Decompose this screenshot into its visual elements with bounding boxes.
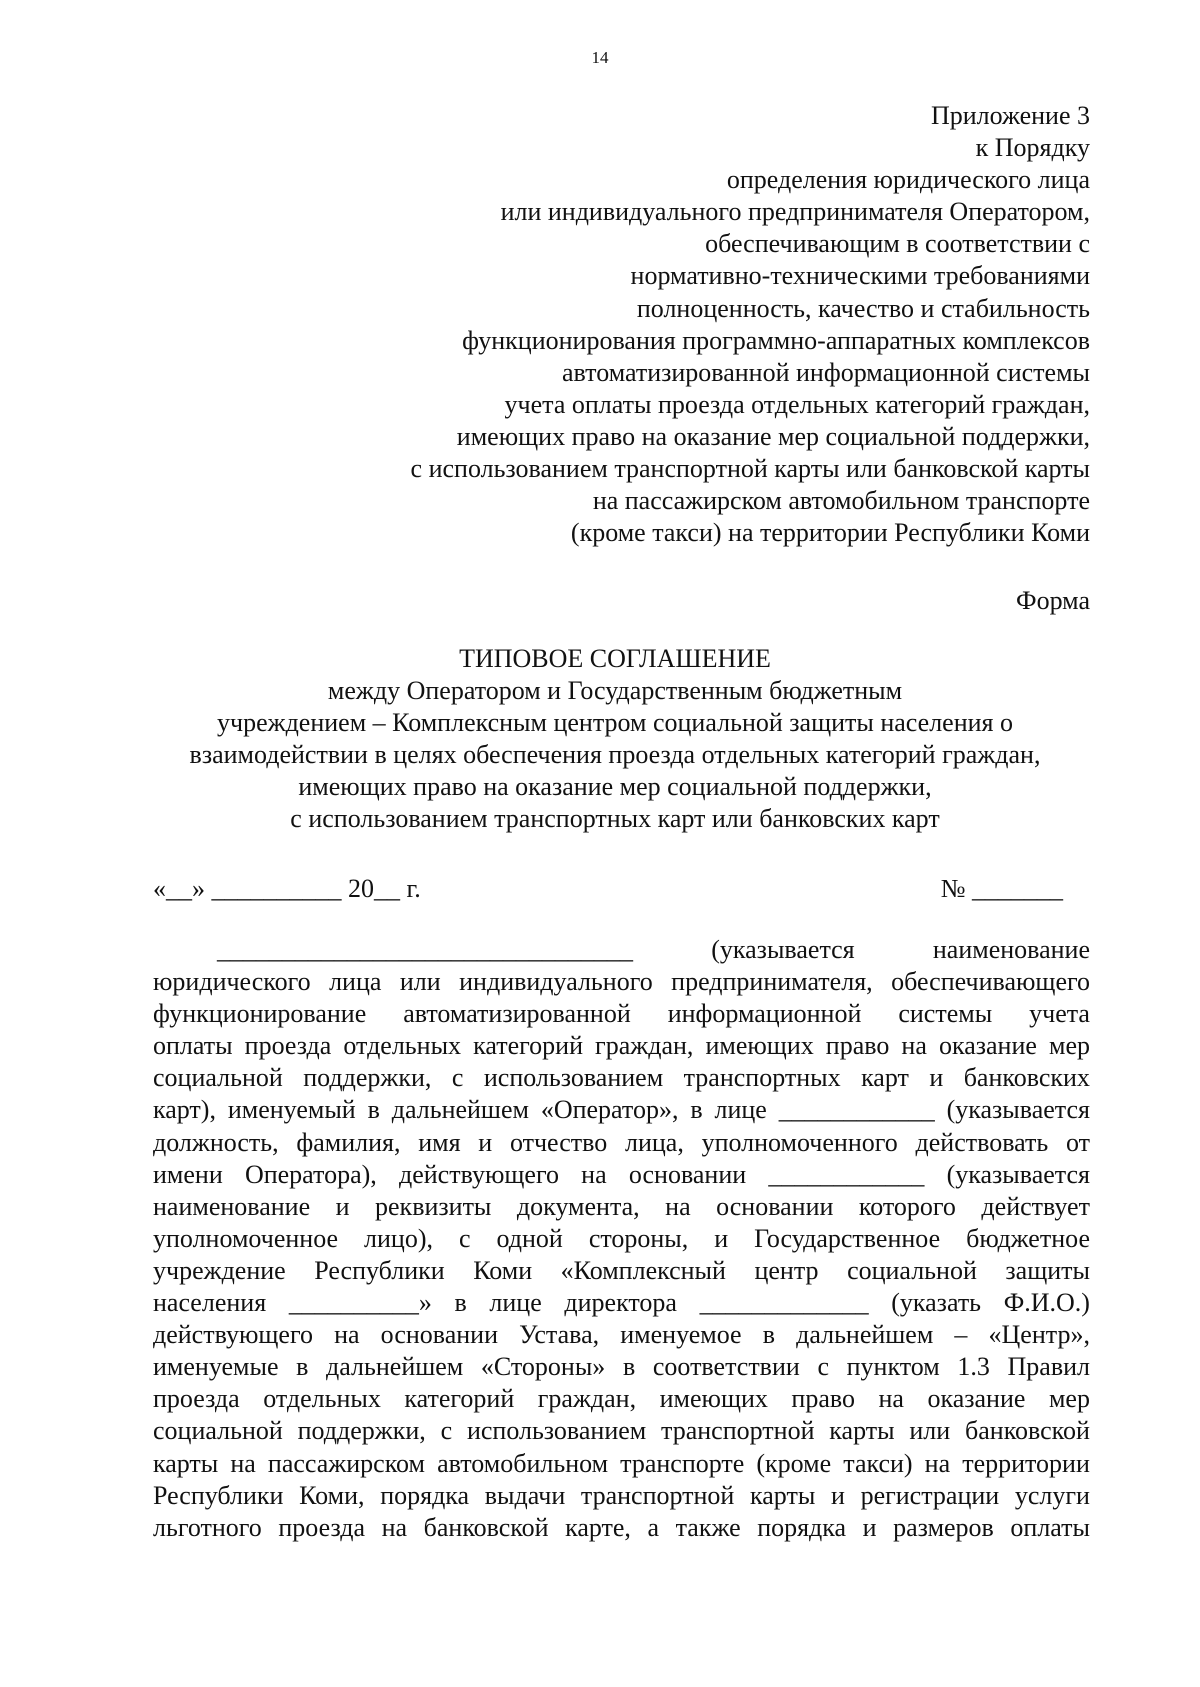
- body-word: предпринимателя,: [671, 967, 873, 997]
- title-line: имеющих право на оказание мер социальной поддержки,: [298, 772, 932, 801]
- body-word: с: [451, 1063, 464, 1093]
- appendix-line: учета оплаты проезда отдельных категорий граждан,: [504, 389, 1090, 419]
- body-word: фамилия,: [296, 1127, 401, 1157]
- body-word: отдельных: [263, 1384, 381, 1414]
- body-word: порядка: [757, 1512, 847, 1542]
- body-word: стороны,: [588, 1223, 689, 1253]
- body-word: соответствии: [652, 1352, 800, 1382]
- body-word: действующего: [153, 1320, 313, 1350]
- body-word: категорий: [404, 1384, 515, 1414]
- body-word: имя: [418, 1127, 461, 1157]
- body-line: [153, 1480, 1090, 1512]
- body-word: учета: [1029, 999, 1090, 1029]
- body-word: одной: [496, 1223, 563, 1253]
- body-word: лица: [329, 967, 382, 997]
- body-word: территории: [962, 1448, 1090, 1478]
- body-word: действовать: [915, 1127, 1049, 1157]
- body-line: [153, 1159, 1090, 1191]
- body-word: реквизиты: [375, 1191, 492, 1221]
- body-word: центр: [754, 1255, 819, 1285]
- body-word: транспорте: [620, 1448, 745, 1478]
- body-word: в: [367, 1095, 380, 1125]
- body-word: или: [909, 1416, 951, 1446]
- appendix-line: (кроме такси) на территории Республики Коми: [570, 518, 1090, 548]
- body-line: [153, 1223, 1090, 1255]
- body-word: поддержки,: [303, 1063, 432, 1093]
- body-word: карт: [861, 1063, 909, 1093]
- body-word: (указывается: [946, 1095, 1090, 1125]
- body-word: Ф.И.О.): [1003, 1288, 1090, 1318]
- title-line: учреждением – Комплексным центром социальной защиты населения о: [217, 708, 1013, 737]
- body-line: [153, 1094, 1090, 1126]
- body-line: [153, 1287, 1090, 1319]
- body-word: оплаты: [153, 1031, 233, 1061]
- body-word: уполномоченное: [153, 1223, 339, 1253]
- body-word: банковской: [423, 1512, 549, 1542]
- body-line: [153, 1512, 1090, 1544]
- body-line: [153, 1191, 1090, 1223]
- body-word: и: [830, 1480, 845, 1510]
- body-word: на: [230, 1448, 256, 1478]
- body-word: основании: [628, 1159, 747, 1189]
- body-word: директора: [564, 1288, 677, 1318]
- body-word: ____________: [778, 1095, 935, 1125]
- body-word: и: [862, 1512, 877, 1542]
- body-word: транспортной: [580, 1480, 735, 1510]
- body-word: использованием: [483, 1063, 664, 1093]
- body-word: карты: [750, 1480, 816, 1510]
- body-word: проезда: [278, 1512, 366, 1542]
- body-word: граждан,: [595, 1031, 694, 1061]
- body-word: юридического: [153, 967, 311, 997]
- body-word: проезда: [153, 1384, 240, 1414]
- body-word: с: [458, 1223, 471, 1253]
- body-word: карты: [829, 1416, 895, 1446]
- page-number: 14: [591, 48, 609, 67]
- body-line: [153, 966, 1090, 998]
- body-word: проезда: [244, 1031, 332, 1061]
- body-word: в: [454, 1288, 467, 1318]
- body-word: Устава,: [519, 1320, 600, 1350]
- body-word: транспортной: [661, 1416, 815, 1446]
- body-word: «Оператор»,: [540, 1095, 679, 1125]
- body-word: ____________: [768, 1159, 925, 1189]
- body-word: лице: [489, 1288, 542, 1318]
- appendix-line: полноценность, качество и стабильность: [636, 293, 1090, 323]
- body-word: на: [665, 1191, 691, 1221]
- body-line: [153, 1255, 1090, 1287]
- body-word: категорий: [473, 1031, 583, 1061]
- form-label: Форма: [1016, 586, 1090, 615]
- body-word: на: [924, 1448, 951, 1478]
- appendix-line: функционирования программно-аппаратных комплексов: [462, 325, 1090, 355]
- body-word: учреждение: [153, 1255, 286, 1285]
- body-line: [153, 1062, 1090, 1094]
- body-word: пунктом: [846, 1352, 940, 1382]
- body-word: 1.3: [957, 1352, 990, 1382]
- body-word: лицо),: [364, 1223, 433, 1253]
- body-word: –: [954, 1320, 968, 1350]
- body-word: действует: [981, 1191, 1090, 1221]
- body-word: регистрации: [860, 1480, 1000, 1510]
- appendix-line: Приложение 3: [930, 101, 1090, 130]
- title-heading: ТИПОВОЕ СОГЛАШЕНИЕ: [459, 644, 771, 673]
- body-word: автомобильном: [437, 1448, 609, 1478]
- body-word: Оператора),: [244, 1159, 377, 1189]
- body-word: Коми: [473, 1255, 533, 1285]
- body-word: социальной: [153, 1416, 283, 1446]
- body-word: пассажирском: [267, 1448, 425, 1478]
- body-word: уполномоченного: [701, 1127, 898, 1157]
- body-word: карте,: [565, 1512, 631, 1542]
- agreement-number: № _______: [940, 874, 1063, 903]
- body-word: также: [675, 1512, 741, 1542]
- body-word: на: [878, 1384, 904, 1414]
- body-line: [153, 934, 1090, 966]
- body-word: от: [1065, 1127, 1090, 1157]
- body-word: в: [296, 1352, 309, 1382]
- body-word: функционирование: [153, 999, 367, 1029]
- body-word: основании: [716, 1191, 834, 1221]
- body-word: в: [622, 1352, 636, 1382]
- agreement-body: [153, 934, 1090, 1544]
- body-word: Коми,: [299, 1480, 365, 1510]
- body-line: [153, 1383, 1090, 1415]
- body-word: «Центр»,: [988, 1320, 1090, 1350]
- title-line: с использованием транспортных карт или банковских карт: [290, 804, 940, 833]
- body-word: защиты: [1005, 1255, 1090, 1285]
- body-word: в: [762, 1320, 775, 1350]
- body-word: право: [825, 1031, 890, 1061]
- body-word: имеющих: [705, 1031, 814, 1061]
- body-word: Республики: [153, 1480, 284, 1510]
- body-word: а: [647, 1512, 660, 1542]
- body-word: (указывается: [946, 1159, 1090, 1189]
- body-word: поддержки,: [297, 1416, 426, 1446]
- body-word: действующего: [398, 1159, 559, 1189]
- body-word: мер: [1048, 1384, 1090, 1414]
- appendix-line: нормативно-техническими требованиями: [630, 261, 1090, 291]
- body-word: и: [714, 1223, 729, 1253]
- body-line: [153, 1127, 1090, 1159]
- body-word: на: [581, 1159, 607, 1189]
- body-word: такси): [843, 1448, 913, 1478]
- body-word: именуемые: [153, 1352, 279, 1382]
- body-word: льготного: [153, 1512, 262, 1542]
- body-word: выдачи: [484, 1480, 566, 1510]
- body-word: мер: [1048, 1031, 1090, 1061]
- body-word: документа,: [516, 1191, 640, 1221]
- body-word: наименование: [153, 1191, 311, 1221]
- body-word: _____________: [699, 1288, 869, 1318]
- title-line: между Оператором и Государственным бюджетным: [327, 676, 903, 705]
- body-word: и: [929, 1063, 944, 1093]
- body-word: граждан,: [537, 1384, 637, 1414]
- body-word: оказание: [927, 1384, 1026, 1414]
- body-word: социальной: [847, 1255, 977, 1285]
- appendix-line: определения юридического лица: [726, 165, 1090, 195]
- body-word: и: [335, 1191, 350, 1221]
- agreement-title: [140, 643, 1090, 835]
- body-line: [153, 1415, 1090, 1447]
- body-word: обеспечивающего: [891, 967, 1090, 997]
- body-word: лица,: [624, 1127, 684, 1157]
- body-word: на: [381, 1512, 408, 1542]
- body-line: [153, 1448, 1090, 1480]
- body-word: в: [690, 1095, 703, 1125]
- body-word: Правил: [1007, 1352, 1090, 1382]
- body-word: оплаты: [1010, 1512, 1090, 1542]
- body-word: оказание: [938, 1031, 1037, 1061]
- appendix-line: с использованием транспортной карты или банковской карты: [410, 454, 1090, 484]
- body-word: (указать: [891, 1288, 982, 1318]
- body-word: использованием: [466, 1416, 647, 1446]
- body-word: __________»: [288, 1288, 432, 1318]
- body-word: ________________________________: [217, 935, 633, 964]
- appendix-line: имеющих право на оказание мер социальной поддержки,: [456, 421, 1090, 451]
- appendix-header: [330, 100, 1090, 549]
- body-word: или: [399, 967, 441, 997]
- body-word: карт),: [153, 1095, 216, 1125]
- body-word: (указывается: [711, 935, 855, 964]
- appendix-line: обеспечивающим в соответствии с: [705, 229, 1090, 259]
- body-word: автоматизированной: [403, 999, 631, 1029]
- body-word: отчество: [509, 1127, 608, 1157]
- appendix-line: или индивидуального предпринимателя Оператором,: [500, 197, 1090, 227]
- body-word: лице: [714, 1095, 767, 1125]
- body-line: [153, 1319, 1090, 1351]
- body-word: наименование: [932, 935, 1090, 964]
- body-word: порядка: [380, 1480, 470, 1510]
- body-line: [153, 1030, 1090, 1062]
- body-word: и: [478, 1127, 493, 1157]
- body-word: информационной: [667, 999, 862, 1029]
- body-word: банковских: [963, 1063, 1090, 1093]
- body-word: именуемое: [620, 1320, 742, 1350]
- body-word: имени: [153, 1159, 223, 1189]
- body-word: социальной: [153, 1063, 283, 1093]
- appendix-line: автоматизированной информационной системы: [562, 357, 1090, 387]
- body-word: «Стороны»: [480, 1352, 606, 1382]
- agreement-date: «__» __________ 20__ г.: [153, 874, 421, 903]
- body-word: карты: [153, 1448, 219, 1478]
- body-word: бюджетное: [966, 1223, 1090, 1253]
- body-word: на: [334, 1320, 360, 1350]
- body-word: должность,: [153, 1127, 279, 1157]
- body-line: [153, 998, 1090, 1030]
- body-word: которого: [858, 1191, 956, 1221]
- body-word: банковской: [965, 1416, 1090, 1446]
- body-word: на: [901, 1031, 927, 1061]
- body-word: основании: [380, 1320, 498, 1350]
- body-word: Республики: [314, 1255, 445, 1285]
- body-word: с: [817, 1352, 829, 1382]
- body-word: отдельных: [343, 1031, 462, 1061]
- body-word: дальнейшем: [796, 1320, 934, 1350]
- body-word: Государственное: [754, 1223, 941, 1253]
- date-number-line: [153, 873, 1090, 905]
- body-line: [153, 1351, 1090, 1383]
- title-line: взаимодействии в целях обеспечения проезда отдельных категорий граждан,: [189, 740, 1041, 769]
- body-word: населения: [153, 1288, 267, 1318]
- body-word: (кроме: [756, 1448, 832, 1478]
- body-word: дальнейшем: [326, 1352, 464, 1382]
- body-word: транспортных: [683, 1063, 841, 1093]
- appendix-line: на пассажирском автомобильном транспорте: [592, 486, 1090, 516]
- body-word: имеющих: [659, 1384, 768, 1414]
- body-word: системы: [898, 999, 993, 1029]
- body-word: с: [440, 1416, 453, 1446]
- body-word: именуемый: [227, 1095, 356, 1125]
- body-word: услуги: [1014, 1480, 1090, 1510]
- body-word: размеров: [893, 1512, 994, 1542]
- body-word: право: [791, 1384, 855, 1414]
- body-word: «Комплексный: [560, 1255, 726, 1285]
- appendix-line: к Порядку: [975, 133, 1090, 163]
- body-word: дальнейшем: [391, 1095, 529, 1125]
- body-word: индивидуального: [459, 967, 653, 997]
